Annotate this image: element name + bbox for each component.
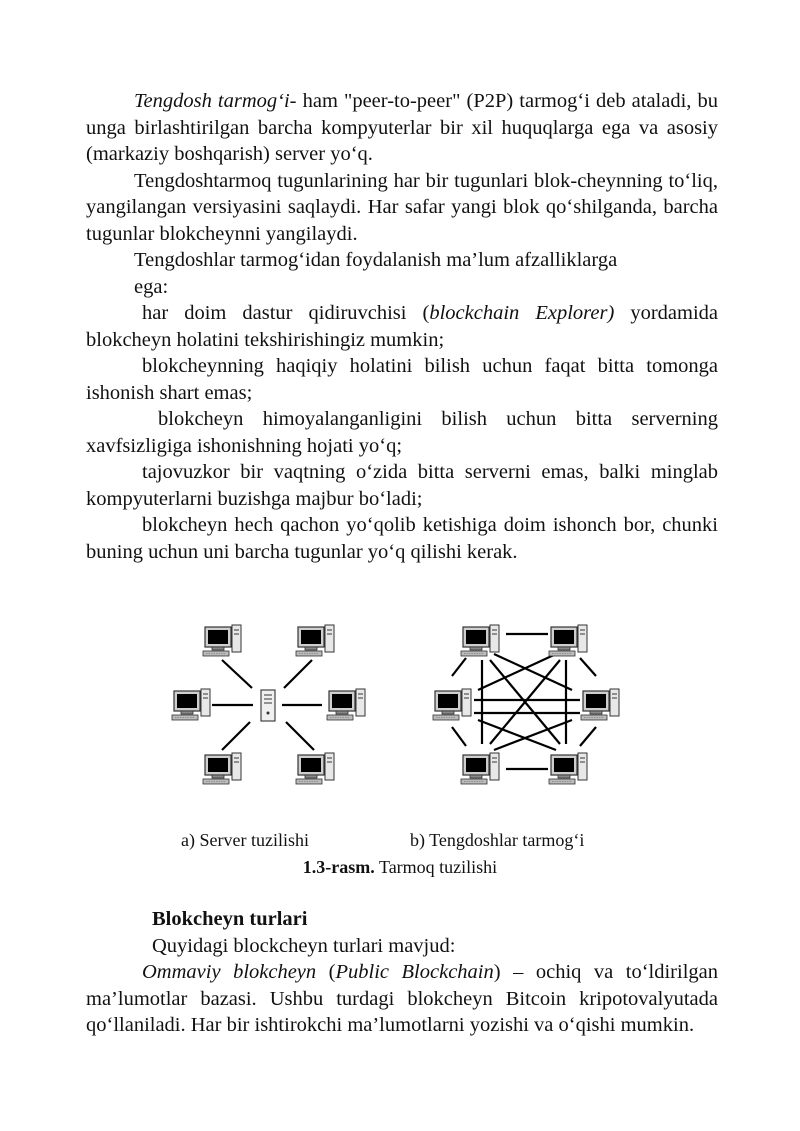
figure-title xyxy=(0,857,800,878)
client-computer-icon xyxy=(296,625,334,656)
peer-computer-icon xyxy=(433,689,471,720)
peer-computer-icon xyxy=(581,689,619,720)
bullet-text: yordamida blokcheyn holatini tekshirishingiz mumkin; xyxy=(86,302,718,351)
bullet-text: har doim dastur qidiruvchisi ( xyxy=(142,302,430,324)
caption-server: a) Server tuzilishi xyxy=(181,830,309,850)
bullet-trust: blokcheynning haqiqiy holatini bilish uchun faqat bitta tomonga ishonish shart emas; xyxy=(86,355,718,404)
term-explorer: blockchain Explorer) xyxy=(429,302,615,324)
paren-open: ( xyxy=(316,961,336,983)
paragraph-text: ham "peer-to-peer" (P2P) tarmog‘i deb ataladi, bu unga birlashtirilgan barcha kompyuterlar bir xil huquqlarga ega va asosiy (markaziy boshqarish) server yo‘q. xyxy=(86,90,718,165)
peer-computer-icon xyxy=(549,625,587,656)
server-icon xyxy=(261,690,275,721)
caption-peer: b) Tengdoshlar tarmog‘i xyxy=(410,830,585,850)
peer-computer-icon xyxy=(461,625,499,656)
peer-computer-icon xyxy=(549,753,587,784)
section-blockchain-types xyxy=(86,906,718,1039)
client-computer-icon xyxy=(327,689,365,720)
paragraph-advantages-line2: ega: xyxy=(134,275,169,298)
paragraph-advantages-line1: Tengdoshlar tarmog‘idan foydalanish ma’lum afzalliklarga xyxy=(134,249,618,271)
paragraph-nodes: Tengdoshtarmoq tugunlarining har bir tugunlari blok-cheynning to‘liq, yangilangan versiyasini saqlaydi. Har safar yangi blok qo‘shilganda, barcha tugunlar blokcheynni yangilaydi. xyxy=(86,169,718,245)
term-p2p: Tengdosh tarmog‘i- xyxy=(134,90,297,112)
paren-close: ) xyxy=(493,961,501,983)
section-heading: Blokcheyn turlari xyxy=(152,908,308,930)
client-computer-icon xyxy=(203,625,241,656)
section-intro: Quyidagi blockcheyn turlari mavjud: xyxy=(152,934,456,957)
figure-title-text: Tarmoq tuzilishi xyxy=(374,857,498,877)
client-computer-icon xyxy=(172,689,210,720)
term-public-blockchain-en: Public Blockchain xyxy=(335,961,494,983)
peer-computer-icon xyxy=(461,753,499,784)
client-computer-icon xyxy=(203,753,241,784)
bullet-attacker: tajovuzkor bir vaqtning o‘zida bitta serverni emas, balki minglab kompyuterlarni buzishga majbur bo‘ladi; xyxy=(86,461,718,510)
bullet-security: blokcheyn himoyalanganligini bilish uchun bitta serverning xavfsizligiga ishonishning hojati yo‘q; xyxy=(86,408,718,457)
bullet-permanence: blokcheyn hech qachon yo‘qolib ketishiga doim ishonch bor, chunki buning uchun uni barcha tugunlar yo‘q qilishi kerak. xyxy=(86,514,718,563)
paragraph-text: – ochiq va to‘ldirilgan ma’lumotlar bazasi. Ushbu turdagi blokcheyn Bitcoin kripotovalyutada qo‘llaniladi. Har bir ishtirokchi ma’lumotlarni yozishi va o‘qishi mumkin. xyxy=(86,961,718,1036)
paragraph-public-blockchain xyxy=(86,959,718,1039)
term-public-blockchain: Ommaviy blokcheyn xyxy=(142,961,317,983)
client-computer-icon xyxy=(296,753,334,784)
figure-number: 1.3-rasm. xyxy=(302,857,375,877)
